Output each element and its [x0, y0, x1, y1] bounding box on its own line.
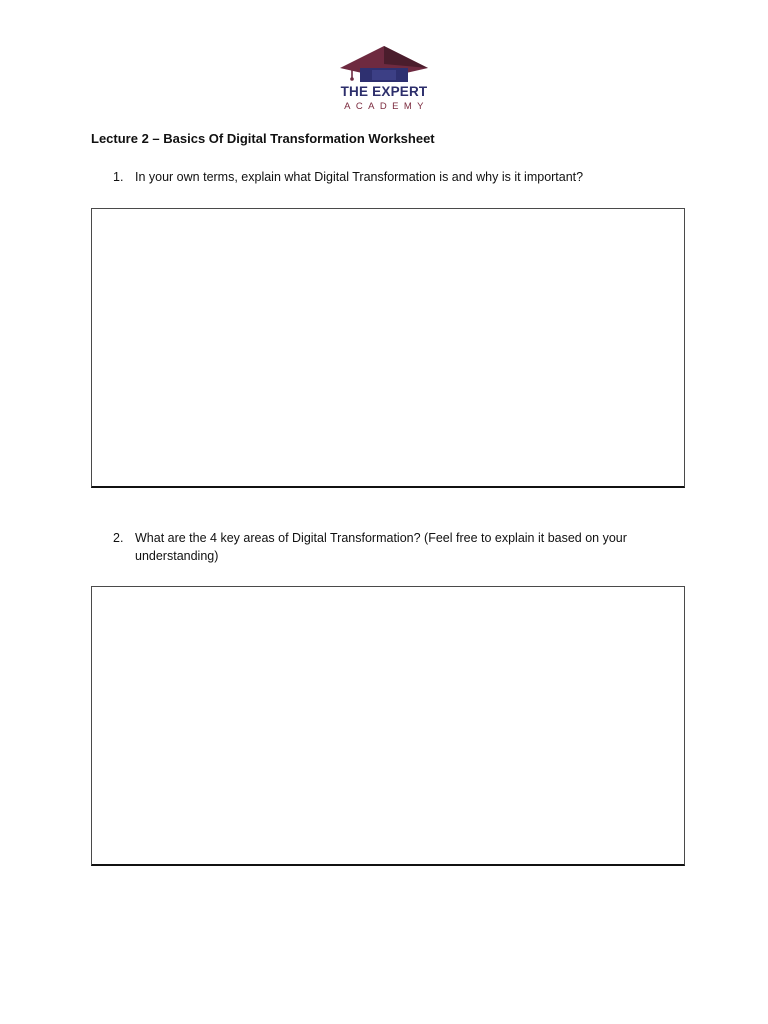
question-text: In your own terms, explain what Digital Transformation is and why is it important? [135, 170, 584, 184]
logo-title: THE EXPERT [340, 84, 428, 99]
academy-logo [332, 44, 436, 114]
graduation-cap-icon [338, 44, 430, 86]
answer-box-2[interactable] [91, 586, 685, 866]
question-text: What are the 4 key areas of Digital Transformation? (Feel free to explain it based on your understanding) [135, 531, 627, 563]
worksheet-title: Lecture 2 – Basics Of Digital Transformation Worksheet [91, 131, 435, 146]
question-2 [113, 529, 673, 567]
question-number: 1. [113, 170, 124, 184]
logo-subtitle: ACADEMY [344, 101, 429, 112]
question-number: 2. [113, 531, 124, 545]
answer-box-1[interactable] [91, 208, 685, 488]
question-1 [113, 168, 673, 188]
